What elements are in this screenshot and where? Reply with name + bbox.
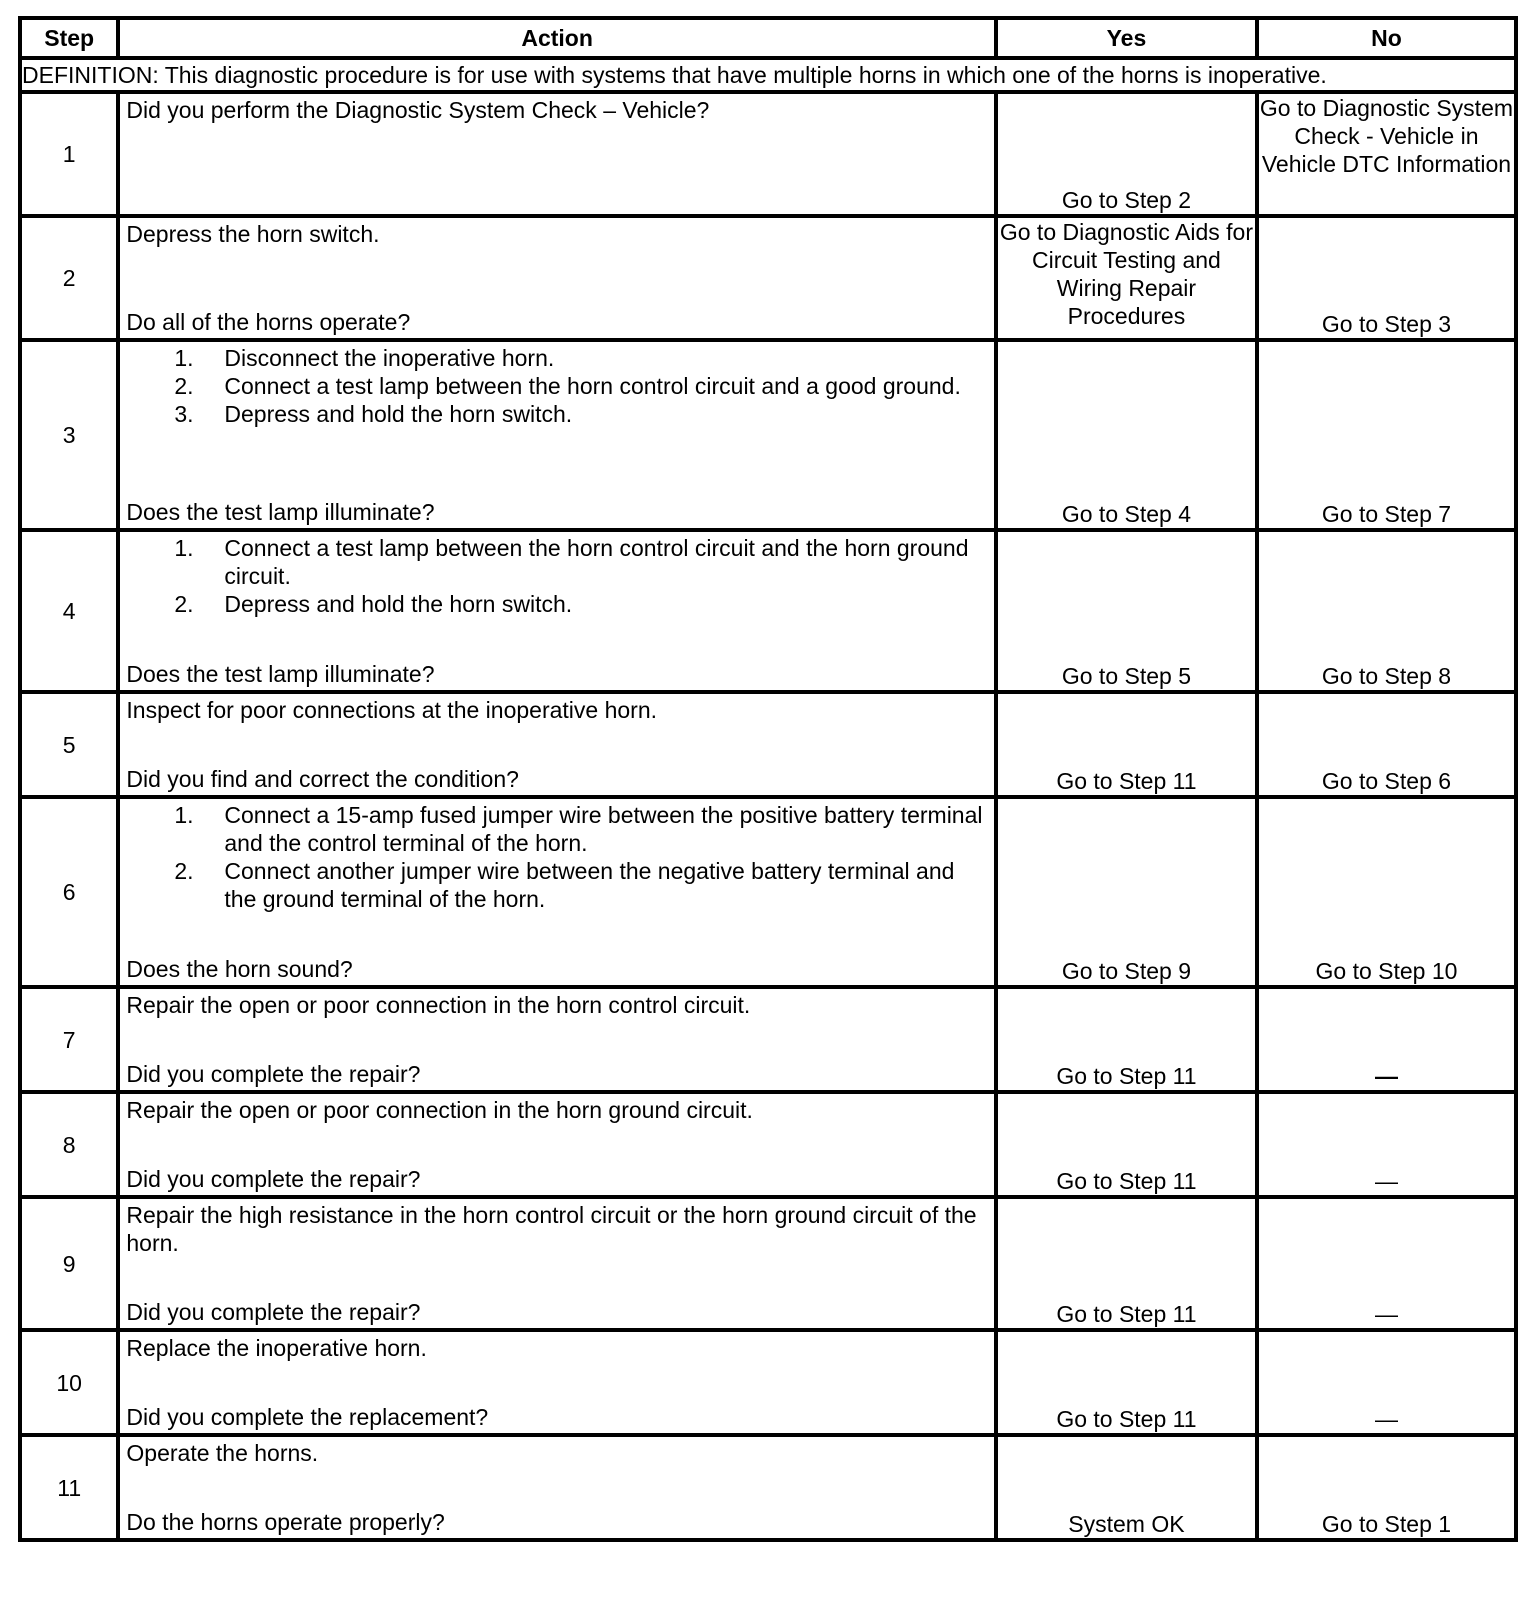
yes-result: Go to Step 9 — [996, 797, 1257, 987]
table-row — [20, 216, 1516, 340]
action-instruction: Inspect for poor connections at the inoperative horn. — [126, 697, 657, 723]
list-item — [126, 590, 988, 618]
list-item-text: Disconnect the inoperative horn. — [224, 345, 555, 371]
list-item-number: 2. — [174, 858, 194, 884]
table-row — [20, 692, 1516, 797]
no-result: Go to Step 7 — [1257, 340, 1516, 530]
step-number: 6 — [20, 797, 118, 987]
no-result: Go to Step 10 — [1257, 797, 1516, 987]
table-row — [20, 340, 1516, 530]
no-result: Go to Diagnostic System Check - Vehicle in Vehicle DTC Information — [1257, 92, 1516, 216]
action-top — [126, 1334, 988, 1362]
list-item-text: Connect a 15-amp fused jumper wire between the positive battery terminal and the control terminal of the horn. — [224, 802, 983, 856]
action-question: Does the test lamp illuminate? — [126, 661, 435, 687]
action-top — [126, 1096, 988, 1124]
action-content — [120, 94, 994, 214]
action-top — [126, 1201, 988, 1257]
action-content — [120, 1332, 994, 1433]
action-question: Do the horns operate properly? — [126, 1509, 445, 1535]
list-item — [126, 344, 988, 372]
no-result: — — [1257, 1197, 1516, 1330]
table-header — [20, 18, 1516, 58]
action-content — [120, 532, 994, 690]
action-content — [120, 989, 994, 1090]
action-question: Did you complete the repair? — [126, 1061, 421, 1087]
action-top — [126, 96, 988, 124]
action-top — [126, 534, 988, 618]
diagnostic-table — [18, 16, 1518, 1542]
yes-result: Go to Step 11 — [996, 1197, 1257, 1330]
action-instruction: Repair the open or poor connection in the horn control circuit. — [126, 992, 751, 1018]
no-result: Go to Step 3 — [1257, 216, 1516, 340]
header-step: Step — [20, 18, 118, 58]
action-top — [126, 1439, 988, 1467]
step-number: 11 — [20, 1435, 118, 1540]
action-instruction: Operate the horns. — [126, 1440, 319, 1466]
header-action: Action — [118, 18, 996, 58]
list-item-number: 3. — [174, 401, 194, 427]
table-row — [20, 530, 1516, 692]
yes-result: Go to Step 11 — [996, 987, 1257, 1092]
action-top — [126, 220, 988, 248]
action-question: Did you find and correct the condition? — [126, 766, 519, 792]
action-instruction: Depress the horn switch. — [126, 221, 380, 247]
step-number: 1 — [20, 92, 118, 216]
action-top — [126, 801, 988, 913]
step-number: 9 — [20, 1197, 118, 1330]
action-question: Does the horn sound? — [126, 956, 353, 982]
table-row — [20, 1330, 1516, 1435]
action-top — [126, 696, 988, 724]
action-cell — [118, 92, 996, 216]
header-no: No — [1257, 18, 1516, 58]
action-content — [120, 342, 994, 528]
action-cell — [118, 987, 996, 1092]
list-item-text: Connect a test lamp between the horn control circuit and the horn ground circuit. — [224, 535, 969, 589]
action-content — [120, 799, 994, 985]
no-result: — — [1257, 1092, 1516, 1197]
action-content — [120, 1199, 994, 1328]
no-result: Go to Step 8 — [1257, 530, 1516, 692]
action-content — [120, 1094, 994, 1195]
action-question: Did you complete the replacement? — [126, 1404, 489, 1430]
step-number: 7 — [20, 987, 118, 1092]
list-item-number: 2. — [174, 591, 194, 617]
action-instruction: Repair the open or poor connection in the horn ground circuit. — [126, 1097, 753, 1123]
step-number: 5 — [20, 692, 118, 797]
list-item — [126, 400, 988, 428]
action-instruction: Replace the inoperative horn. — [126, 1335, 427, 1361]
list-item — [126, 801, 988, 857]
step-number: 3 — [20, 340, 118, 530]
action-top — [126, 991, 988, 1019]
yes-result: Go to Step 11 — [996, 1330, 1257, 1435]
header-row — [20, 18, 1516, 58]
action-list — [126, 344, 988, 428]
action-instruction: Repair the high resistance in the horn control circuit or the horn ground circuit of the horn. — [126, 1202, 977, 1256]
action-question: Do all of the horns operate? — [126, 309, 411, 335]
yes-result: Go to Step 2 — [996, 92, 1257, 216]
list-item-number: 2. — [174, 373, 194, 399]
action-instruction: Did you perform the Diagnostic System Check – Vehicle? — [126, 97, 710, 123]
yes-result: Go to Diagnostic Aids for Circuit Testing and Wiring Repair Procedures — [996, 216, 1257, 340]
table-row — [20, 92, 1516, 216]
list-item-text: Depress and hold the horn switch. — [224, 591, 573, 617]
action-cell — [118, 692, 996, 797]
action-content — [120, 218, 994, 338]
no-result: Go to Step 6 — [1257, 692, 1516, 797]
step-number: 2 — [20, 216, 118, 340]
table-row — [20, 797, 1516, 987]
list-item-text: Connect a test lamp between the horn control circuit and a good ground. — [224, 373, 961, 399]
action-cell — [118, 530, 996, 692]
action-list — [126, 534, 988, 618]
yes-result: Go to Step 11 — [996, 692, 1257, 797]
action-cell — [118, 1197, 996, 1330]
action-list — [126, 801, 988, 913]
table-row — [20, 1092, 1516, 1197]
action-question: Did you complete the repair? — [126, 1166, 421, 1192]
action-cell — [118, 797, 996, 987]
list-item-text: Connect another jumper wire between the negative battery terminal and the ground terminal of the horn. — [224, 858, 955, 912]
action-question: Did you complete the repair? — [126, 1299, 421, 1325]
list-item-number: 1. — [174, 345, 194, 371]
action-cell — [118, 1330, 996, 1435]
list-item-number: 1. — [174, 802, 194, 828]
table-row — [20, 1435, 1516, 1540]
action-content — [120, 694, 994, 795]
table-row — [20, 1197, 1516, 1330]
definition-text: DEFINITION: This diagnostic procedure is for use with systems that have multiple horns in which one of the horns is inoperative. — [20, 58, 1516, 92]
list-item-number: 1. — [174, 535, 194, 561]
list-item — [126, 534, 988, 590]
step-number: 8 — [20, 1092, 118, 1197]
list-item — [126, 372, 988, 400]
list-item — [126, 857, 988, 913]
no-result: — — [1257, 1330, 1516, 1435]
no-result: — — [1257, 987, 1516, 1092]
yes-result: System OK — [996, 1435, 1257, 1540]
step-number: 10 — [20, 1330, 118, 1435]
step-number: 4 — [20, 530, 118, 692]
table-body — [20, 58, 1516, 1540]
table-row — [20, 987, 1516, 1092]
action-cell — [118, 216, 996, 340]
list-item-text: Depress and hold the horn switch. — [224, 401, 573, 427]
no-result: Go to Step 1 — [1257, 1435, 1516, 1540]
action-cell — [118, 340, 996, 530]
yes-result: Go to Step 5 — [996, 530, 1257, 692]
yes-result: Go to Step 11 — [996, 1092, 1257, 1197]
action-cell — [118, 1435, 996, 1540]
header-yes: Yes — [996, 18, 1257, 58]
action-top — [126, 344, 988, 428]
yes-result: Go to Step 4 — [996, 340, 1257, 530]
definition-row — [20, 58, 1516, 92]
action-cell — [118, 1092, 996, 1197]
action-question: Does the test lamp illuminate? — [126, 499, 435, 525]
action-content — [120, 1437, 994, 1538]
